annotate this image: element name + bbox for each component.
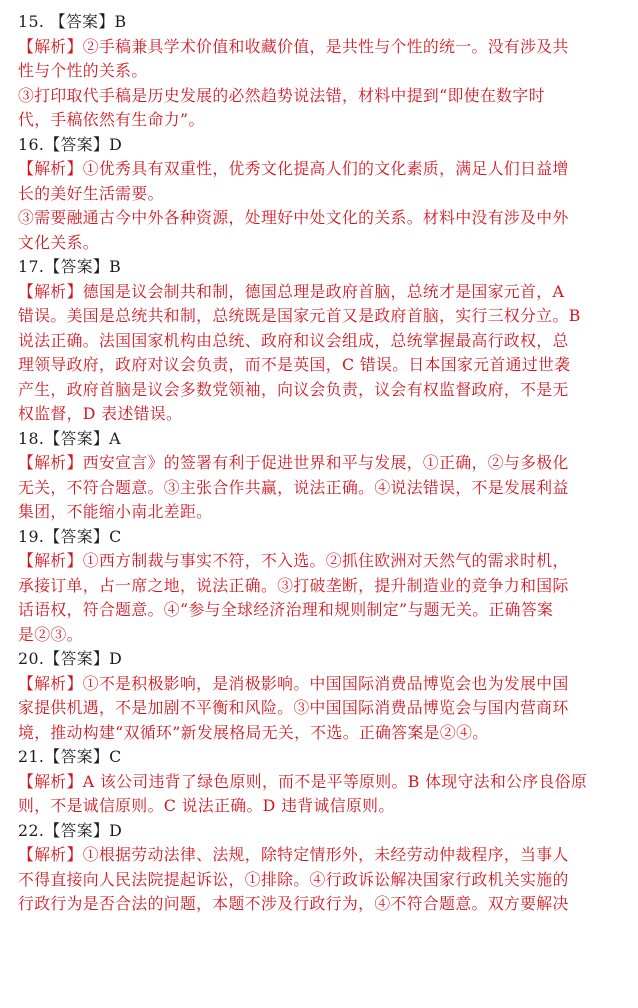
answer-heading: 22.【答案】D <box>18 820 123 840</box>
explanation-line: 理领导政府，政府对议会负责，而不是英国，C 错误。日本国家元首通过世袭 <box>18 355 571 374</box>
explanation-line: ③打印取代手稿是历史发展的必然趋势说法错，材料中提到“即使在数字时 <box>18 85 545 105</box>
explanation-line: 权监督，D 表述错误。 <box>18 404 183 423</box>
explanation-line: 则，不是诚信原则。C 说法正确。D 违背诚信原则。 <box>18 796 395 815</box>
explanation-line: 无关，不符合题意。③主张合作共赢，说法正确。④说法错误，不是发展利益 <box>18 477 569 497</box>
explanation-line: 话语权，符合题意。④“参与全球经济治理和规则制定”与题无关。正确答案 <box>18 600 554 619</box>
answer-heading: 17.【答案】B <box>18 257 122 276</box>
explanation-line: 【解析】德国是议会制共和制，德国总理是政府首脑，总统才是国家元首，A <box>18 281 565 301</box>
explanation-line: 代，手稿依然有生命力”。 <box>18 110 205 129</box>
explanation-line: 【解析】西安宣言》的签署有利于促进世界和平与发展，①正确，②与多极化 <box>18 453 569 472</box>
explanation-line: 家提供机遇，不是加剧不平衡和风险。③中国国际消费品博览会与国内营商环 <box>18 698 569 717</box>
explanation-line: 【解析】①优秀具有双重性，优秀文化提高人们的文化素质，满足人们日益增 <box>18 159 569 178</box>
explanation-line: 文化关系。 <box>18 232 99 252</box>
explanation-line: 不得直接向人民法院提起诉讼，①排除。④行政诉讼解决国家行政机关实施的 <box>18 869 569 889</box>
explanation-line: 行政行为是否合法的问题，本题不涉及行政行为，④不符合题意。双方要解决 <box>18 894 569 913</box>
explanation-line: 【解析】A 该公司违背了绿色原则，而不是平等原则。B 体现守法和公序良俗原 <box>18 771 588 791</box>
explanation-line: 性与个性的关系。 <box>18 61 148 80</box>
answer-heading: 16.【答案】D <box>18 134 123 154</box>
answer-heading: 20.【答案】D <box>18 649 123 668</box>
explanation-line: 境，推动构建“双循环”新发展格局无关，不选。正确答案是②④。 <box>18 722 489 742</box>
explanation-line: 【解析】①西方制裁与事实不符，不入选。②抓住欧洲对天然气的需求时机， <box>18 551 569 570</box>
explanation-line: 错误。美国是总统共和制，总统既是国家元首又是政府首脑，实行三权分立。B <box>18 306 581 325</box>
explanation-line: 承接订单，占一席之地，说法正确。③打破垄断，提升制造业的竞争力和国际 <box>18 575 569 595</box>
document-body <box>18 10 624 917</box>
explanation-line: 【解析】①根据劳动法律、法规，除特定情形外，未经劳动仲裁程序，当事人 <box>18 845 569 864</box>
explanation-line: 产生，政府首脑是议会多数党领袖，向议会负责，议会有权监督政府，不是无 <box>18 379 569 399</box>
explanation-line: 说法正确。法国国家机构由总统、政府和议会组成，总统掌握最高行政权，总 <box>18 330 569 350</box>
answer-heading: 21.【答案】C <box>18 747 122 766</box>
explanation-line: 长的美好生活需要。 <box>18 183 164 203</box>
explanation-line: 是②③。 <box>18 624 83 644</box>
explanation-line: 【解析】①不是积极影响，是消极影响。中国国际消费品博览会也为发展中国 <box>18 673 569 693</box>
answer-heading: 18.【答案】A <box>18 428 121 448</box>
explanation-line: 集团，不能缩小南北差距。 <box>18 502 213 521</box>
explanation-line: 【解析】②手稿兼具学术价值和收藏价值，是共性与个性的统一。没有涉及共 <box>18 36 569 56</box>
answer-heading: 15. 【答案】B <box>18 12 127 31</box>
answer-heading: 19.【答案】C <box>18 526 122 546</box>
explanation-line: ③需要融通古今中外各种资源，处理好中处文化的关系。材料中没有涉及中外 <box>18 208 569 227</box>
